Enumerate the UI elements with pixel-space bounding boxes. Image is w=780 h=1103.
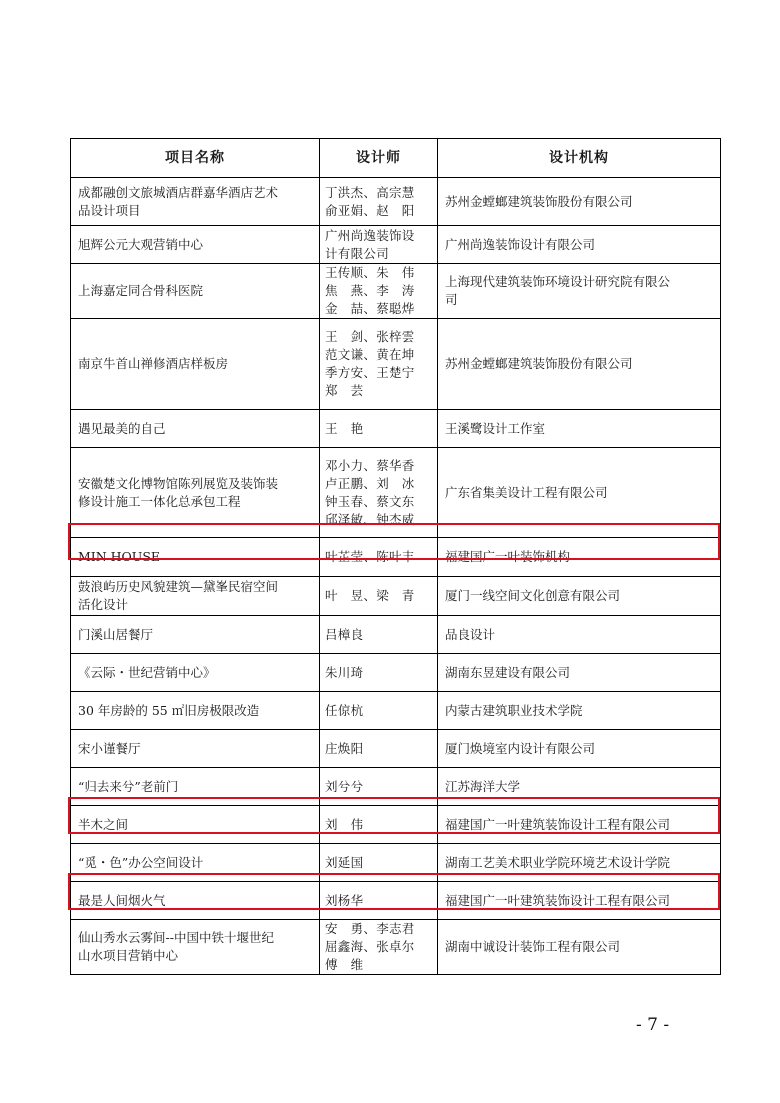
design-org-cell-line: 广州尚逸装饰设计有限公司 (445, 236, 596, 252)
project-name-cell-line: 宋小谨餐厅 (78, 740, 141, 756)
design-org-cell-line: 福建国广一叶建筑装饰设计工程有限公司 (445, 816, 671, 832)
design-org-cell (438, 768, 721, 806)
design-org-cell (438, 226, 721, 264)
designer-cell-line: 俞亚娟、赵 阳 (325, 202, 415, 218)
designer-cell-line: 计有限公司 (325, 245, 390, 261)
project-name-cell (71, 844, 320, 882)
designer-cell (320, 178, 438, 226)
designer-cell-line: 任倞杭 (325, 702, 364, 718)
table-row (71, 730, 721, 768)
design-org-cell (438, 410, 721, 448)
project-name-cell (71, 882, 320, 920)
designer-cell-line: 邓小力、蔡华香 (325, 457, 415, 473)
design-org-cell-line: 内蒙古建筑职业技术学院 (445, 702, 583, 718)
design-org-cell (438, 264, 721, 319)
designer-cell (320, 692, 438, 730)
project-name-cell (71, 410, 320, 448)
designer-cell (320, 920, 438, 975)
table-row (71, 410, 721, 448)
project-name-cell-line: MIN HOUSE (78, 549, 161, 564)
table-row (71, 319, 721, 410)
project-name-cell-line: 遇见最美的自己 (78, 420, 166, 436)
project-name-cell-line: 山水项目营销中心 (78, 948, 179, 963)
designer-cell-line: 范文谦、黄在坤 (325, 347, 415, 362)
project-name-cell (71, 448, 320, 538)
designer-cell (320, 319, 438, 410)
page-number: - 7 - (636, 1015, 670, 1035)
project-name-cell-line: 南京牛首山禅修酒店样板房 (78, 356, 229, 371)
designer-cell-line: 安 勇、李志君 (325, 921, 415, 936)
project-name-cell-line: 门溪山居餐厅 (78, 626, 154, 642)
design-org-cell (438, 882, 721, 920)
design-org-cell (438, 577, 721, 616)
designer-cell (320, 226, 438, 264)
design-org-cell-line: 上海现代建筑装饰环境设计研究院有限公 (445, 274, 671, 289)
designer-cell-line: 钟玉春、蔡文东 (325, 493, 415, 509)
project-name-cell-line: 品设计项目 (78, 202, 141, 218)
project-name-cell (71, 616, 320, 654)
designer-cell (320, 730, 438, 768)
project-name-cell-line: 成都融创文旅城酒店群嘉华酒店艺术 (78, 184, 279, 200)
design-org-cell (438, 319, 721, 410)
design-org-cell (438, 730, 721, 768)
design-org-cell-line: 苏州金螳螂建筑装饰股份有限公司 (445, 356, 633, 371)
designer-cell-line: 丁洪杰、高宗慧 (325, 184, 415, 200)
designer-cell-line: 庄焕阳 (325, 740, 364, 756)
designer-cell (320, 768, 438, 806)
designer-cell-line: 王 艳 (325, 420, 364, 436)
design-org-cell (438, 448, 721, 538)
designer-cell (320, 882, 438, 920)
header-designer: 设计师 (320, 139, 438, 178)
table-row (71, 264, 721, 319)
table-header-row (71, 139, 721, 178)
designer-cell-line: 广州尚逸装饰设 (325, 227, 415, 243)
design-org-cell (438, 538, 721, 577)
project-name-cell (71, 577, 320, 616)
design-org-cell-line: 福建国广一叶建筑装饰设计工程有限公司 (445, 892, 671, 908)
design-org-cell-line: 品良设计 (445, 626, 496, 642)
project-name-cell-line: 最是人间烟火气 (78, 892, 166, 908)
design-org-cell-line: 厦门一线空间文化创意有限公司 (445, 588, 621, 603)
project-name-cell (71, 178, 320, 226)
designer-cell (320, 410, 438, 448)
design-org-cell (438, 692, 721, 730)
project-name-cell (71, 226, 320, 264)
table-row (71, 844, 721, 882)
design-org-cell-line: 江苏海洋大学 (445, 778, 521, 794)
table-row (71, 806, 721, 844)
table-row (71, 692, 721, 730)
designer-cell-line: 季方安、王楚宁 (325, 365, 415, 380)
project-name-cell-line: 仙山秀水云雾间--中国中铁十堰世纪 (78, 930, 274, 945)
project-name-cell-line: 半木之间 (78, 816, 129, 832)
designer-cell (320, 538, 438, 577)
project-name-cell (71, 654, 320, 692)
designer-cell-line: 屈鑫海、张卓尔 (325, 939, 415, 954)
designer-cell (320, 577, 438, 616)
designer-cell (320, 448, 438, 538)
designer-cell-line: 叶芷莹、陈叶丰 (325, 549, 415, 564)
designer-cell-line: 卢正鹏、刘 冰 (325, 475, 415, 491)
project-name-cell-line: 安徽楚文化博物馆陈列展览及装饰装 (78, 475, 279, 491)
project-name-cell (71, 319, 320, 410)
designer-cell-line: 焦 燕、李 涛 (325, 283, 415, 298)
designer-cell-line: 叶 昱、梁 青 (325, 588, 415, 603)
designer-cell (320, 654, 438, 692)
design-org-cell-line: 苏州金螳螂建筑装饰股份有限公司 (445, 193, 633, 209)
project-name-cell (71, 768, 320, 806)
designer-cell-line: 刘延国 (325, 854, 364, 870)
project-name-cell-line: 30 年房龄的 55 ㎡旧房极限改造 (78, 702, 260, 718)
table-row (71, 226, 721, 264)
header-design-org: 设计机构 (438, 139, 721, 178)
design-org-cell (438, 654, 721, 692)
design-org-cell (438, 178, 721, 226)
designer-cell (320, 844, 438, 882)
project-name-cell (71, 806, 320, 844)
project-name-cell-line: 鼓浪屿历史风貌建筑—黛峯民宿空间 (78, 579, 279, 594)
table-row (71, 654, 721, 692)
designer-cell-line: 吕樟良 (325, 626, 364, 642)
header-project-name: 项目名称 (71, 139, 320, 178)
design-org-cell (438, 806, 721, 844)
design-org-cell-line: 王溪鹭设计工作室 (445, 420, 546, 436)
design-org-cell (438, 616, 721, 654)
design-org-cell-line: 湖南工艺美术职业学院环境艺术设计学院 (445, 854, 671, 870)
design-org-cell-line: 湖南中诚设计装饰工程有限公司 (445, 939, 621, 954)
table-row (71, 882, 721, 920)
designer-cell-line: 金 喆、蔡聪烨 (325, 301, 415, 316)
design-org-cell-line: 广东省集美设计工程有限公司 (445, 484, 608, 500)
designer-cell-line: 王 剑、张梓雲 (325, 329, 415, 344)
project-name-cell-line: 《云际・世纪营销中心》 (78, 664, 216, 680)
project-name-cell-line: 上海嘉定同合骨科医院 (78, 283, 204, 298)
awards-table (70, 138, 721, 975)
project-name-cell-line: “归去来兮”老前门 (78, 778, 179, 794)
designer-cell-line: 郑 芸 (325, 383, 364, 398)
table-row (71, 768, 721, 806)
table-row (71, 178, 721, 226)
project-name-cell (71, 730, 320, 768)
design-org-cell (438, 920, 721, 975)
designer-cell (320, 264, 438, 319)
project-name-cell (71, 264, 320, 319)
designer-cell-line: 刘 伟 (325, 816, 364, 832)
table-row (71, 448, 721, 538)
designer-cell-line: 刘兮兮 (325, 778, 364, 794)
project-name-cell-line: “觅・色”办公空间设计 (78, 854, 204, 870)
designer-cell (320, 616, 438, 654)
project-name-cell-line: 修设计施工一体化总承包工程 (78, 493, 241, 509)
project-name-cell-line: 活化设计 (78, 597, 129, 612)
designer-cell (320, 806, 438, 844)
project-name-cell (71, 538, 320, 577)
project-name-cell (71, 920, 320, 975)
project-name-cell-line: 旭辉公元大观营销中心 (78, 236, 204, 252)
table-row (71, 920, 721, 975)
table-row (71, 616, 721, 654)
table-row (71, 577, 721, 616)
design-org-cell-line: 司 (445, 292, 458, 307)
designer-cell-line: 王传顺、朱 伟 (325, 265, 415, 280)
design-org-cell-line: 湖南东昱建设有限公司 (445, 664, 571, 680)
designer-cell-line: 邱泽敏、钟杰威 (325, 511, 415, 527)
designer-cell-line: 刘杨华 (325, 892, 364, 908)
designer-cell-line: 傅 维 (325, 957, 364, 972)
table-row (71, 538, 721, 577)
designer-cell-line: 朱川琦 (325, 664, 364, 680)
project-name-cell (71, 692, 320, 730)
design-org-cell (438, 844, 721, 882)
design-org-cell-line: 厦门焕境室内设计有限公司 (445, 740, 596, 756)
design-org-cell-line: 福建国广一叶装饰机构 (445, 549, 571, 564)
